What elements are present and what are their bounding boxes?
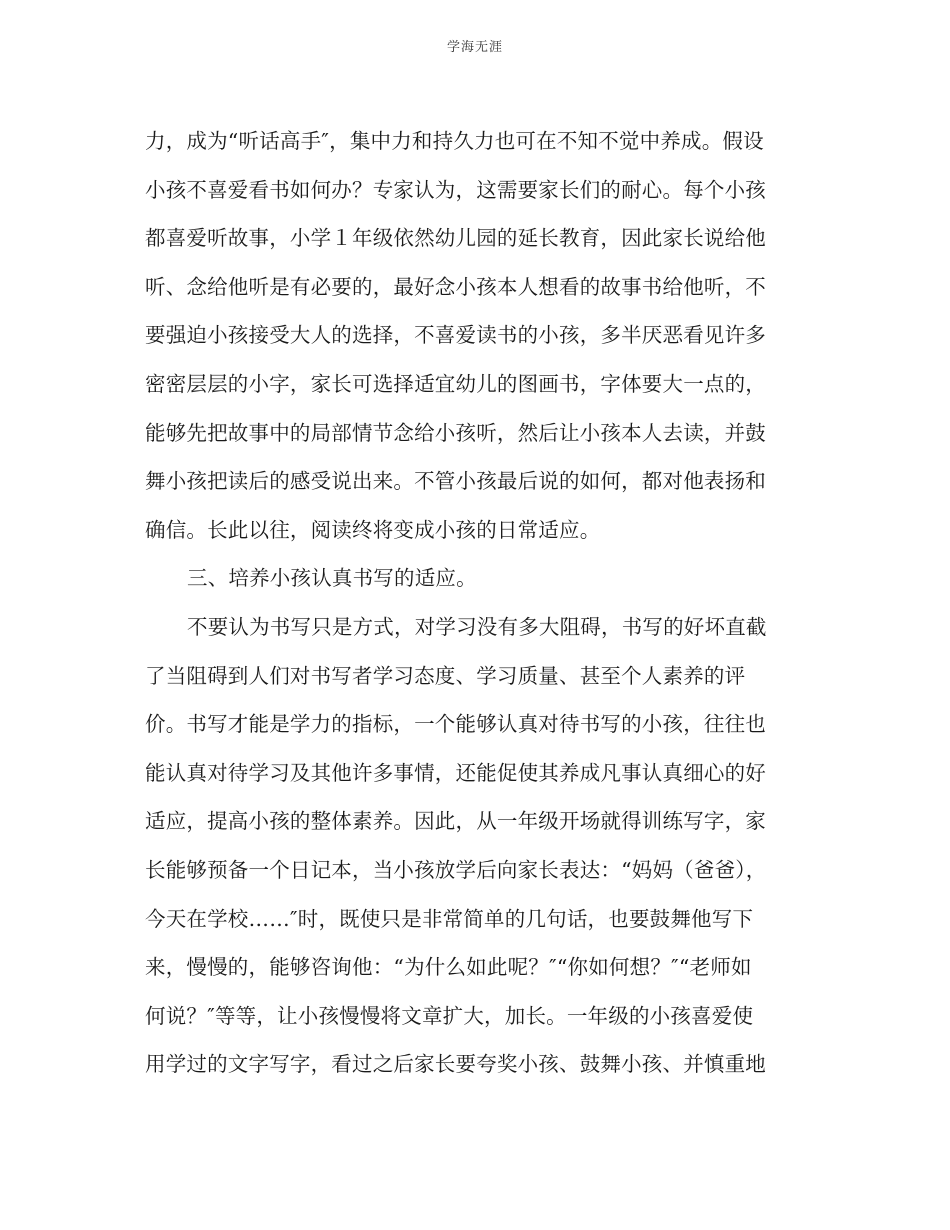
text-line: 价。书写才能是学力的指标，一个能够认真对待书写的小孩，往往也	[145, 712, 766, 737]
text-line: 了当阻碍到人们对书写者学习态度、学习质量、甚至个人素养的评	[145, 663, 746, 688]
text-line: 力，成为“听话高手″，集中力和持久力也可在不知不觉中养成。假设	[145, 129, 764, 153]
text-line: 舞小孩把读后的感受说出来。不管小孩最后说的如何，都对他表扬和	[145, 469, 766, 494]
page-header: 学海无涯	[446, 40, 503, 55]
text-line: 能认真对待学习及其他许多事情，还能促使其养成凡事认真细心的好	[145, 760, 766, 785]
text-line: 听、念给他听是有必要的，最好念小孩本人想看的故事书给他听，不	[145, 274, 766, 299]
text-line: 确信。长此以往，阅读终将变成小孩的日常适应。	[145, 517, 601, 542]
text-line: 小孩不喜爱看书如何办？专家认为，这需要家长们的耐心。每个小孩	[145, 177, 766, 202]
text-line: 长能够预备一个日记本，当小孩放学后向家长表达：“妈妈（爸爸），	[145, 857, 767, 882]
text-line: 密密层层的小字，家长可选择适宜幼儿的图画书，字体要大一点的，	[145, 371, 766, 396]
text-line: 都喜爱听故事，小学１年级依然幼儿园的延长教育，因此家长说给他	[145, 226, 766, 251]
body-text	[145, 117, 815, 1089]
text-line: 能够先把故事中的局部情节念给小孩听，然后让小孩本人去读，并鼓	[145, 420, 766, 445]
text-line: 适应，提高小孩的整体素养。因此，从一年级开场就得训练写字，家	[145, 809, 766, 834]
text-line: 要强迫小孩接受大人的选择，不喜爱读书的小孩，多半厌恶看见许多	[145, 323, 766, 348]
text-line: 不要认为书写只是方式，对学习没有多大阻碍，书写的好坏直截	[187, 614, 767, 639]
text-line: 来，慢慢的，能够咨询他：“为什么如此呢？″“你如何想？″“老师如	[145, 955, 752, 980]
text-line: 今天在学校……″时，既使只是非常简单的几句话，也要鼓舞他写下	[145, 906, 754, 931]
text-line: 何说？″等等，让小孩慢慢将文章扩大，加长。一年级的小孩喜爱使	[145, 1003, 754, 1028]
text-line: 用学过的文字写字，看过之后家长要夸奖小孩、鼓舞小孩、并慎重地	[145, 1052, 766, 1077]
section-heading: 三、培养小孩认真书写的适应。	[187, 566, 477, 591]
